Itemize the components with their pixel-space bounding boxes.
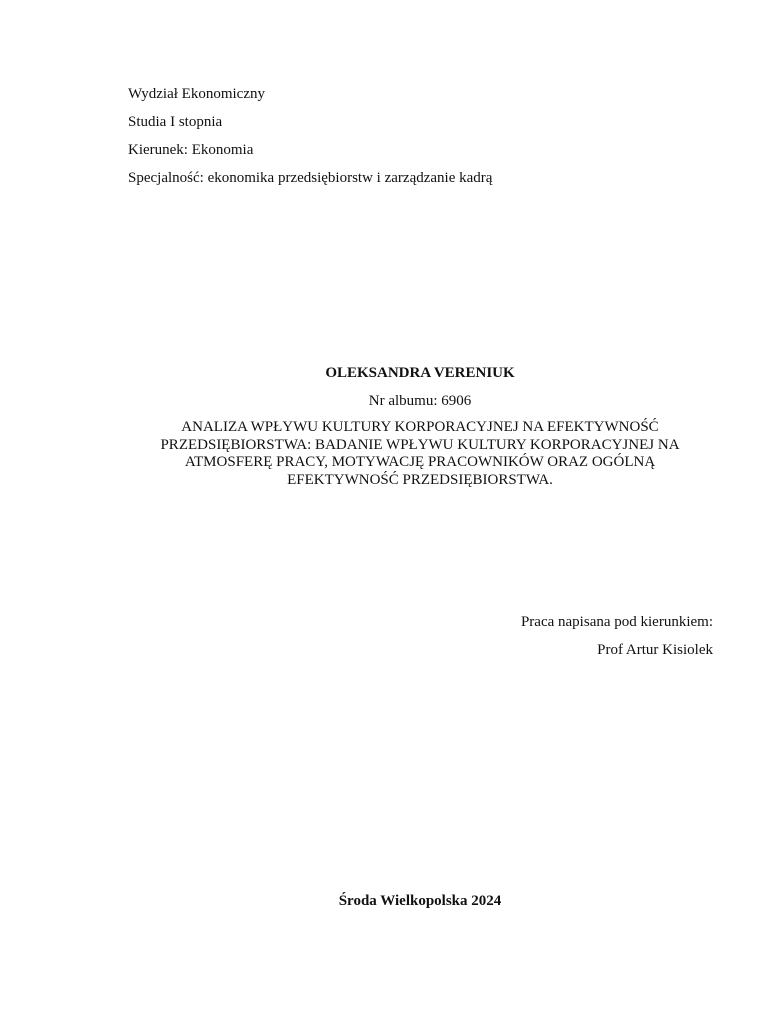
supervisor-block — [313, 613, 713, 660]
thesis-title — [130, 419, 710, 489]
header-block — [128, 85, 688, 197]
thesis-title-line: ANALIZA WPŁYWU KULTURY KORPORACYJNEJ NA EFEKTYWNOŚĆ — [181, 419, 659, 435]
album-number: Nr albumu: 6906 — [368, 393, 472, 409]
specialization-line: Specjalność: ekonomika przedsiębiorstw i zarządzanie kadrą — [128, 170, 493, 186]
thesis-title-line: EFEKTYWNOŚĆ PRZEDSIĘBIORSTWA. — [287, 471, 553, 488]
thesis-title-line: ATMOSFERĘ PRACY, MOTYWACJĘ PRACOWNIKÓW ORAZ OGÓLNĄ — [184, 454, 656, 470]
place-and-year: Środa Wielkopolska 2024 — [338, 893, 502, 909]
supervisor-label: Praca napisana pod kierunkiem: — [520, 614, 713, 630]
supervisor-name: Prof Artur Kisiolek — [597, 642, 713, 658]
thesis-title-line: PRZEDSIĘBIORSTWA: BADANIE WPŁYWU KULTURY KORPORACYJNEJ NA — [160, 436, 680, 453]
study-level-line: Studia I stopnia — [128, 114, 223, 130]
field-line: Kierunek: Ekonomia — [128, 142, 254, 158]
author-name: OLEKSANDRA VERENIUK — [325, 365, 515, 381]
faculty-line: Wydział Ekonomiczny — [128, 86, 265, 102]
